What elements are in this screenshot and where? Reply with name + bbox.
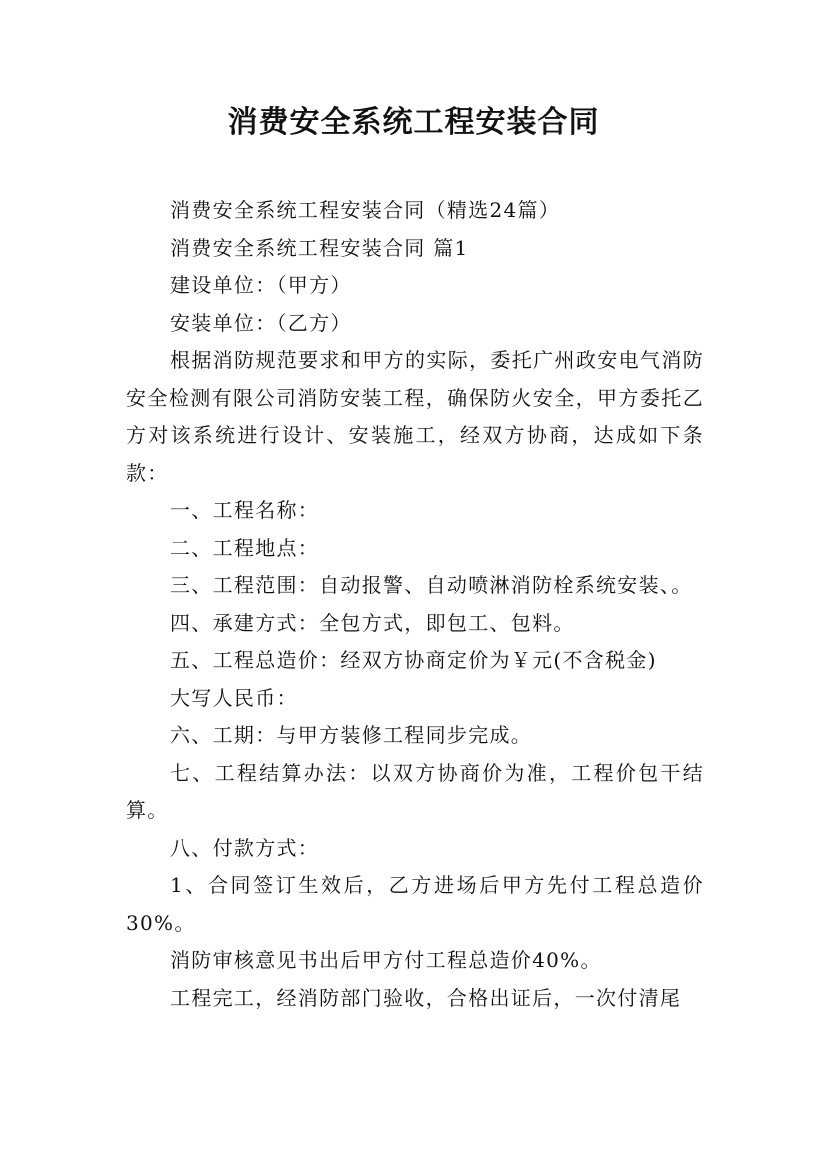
document-title: 消费安全系统工程安装合同 bbox=[227, 105, 600, 140]
paragraph-subtitle: 消费安全系统工程安装合同（精选24篇） bbox=[170, 198, 561, 222]
paragraph-intro: 根据消防规范要求和甲方的实际，委托广州政安电气消防安全检测有限公司消防安装工程，确保防火安全，甲方委托乙方对该系统进行设计、安装施工，经双方协商，达成如下条款： bbox=[126, 348, 704, 485]
paragraph-project-name: 一、工程名称： bbox=[170, 498, 320, 522]
paragraph-heading: 消费安全系统工程安装合同 篇1 bbox=[170, 235, 469, 260]
paragraph-payment-3: 工程完工，经消防部门验收，合格出证后，一次付清尾 bbox=[170, 985, 682, 1010]
paragraph-payment-method: 八、付款方式： bbox=[170, 835, 320, 860]
document-body bbox=[126, 192, 704, 1017]
paragraph-party-b: 安装单位：（乙方） bbox=[170, 310, 352, 335]
paragraph-total-cost: 五、工程总造价：经双方协商定价为￥元(不含税金) bbox=[170, 648, 657, 672]
paragraph-schedule: 六、工期：与甲方装修工程同步完成。 bbox=[170, 723, 533, 747]
paragraph-party-a: 建设单位：（甲方） bbox=[170, 273, 352, 297]
paragraph-settlement: 七、工程结算办法：以双方协商价为准，工程价包干结算。 bbox=[126, 760, 704, 822]
paragraph-payment-2: 消防审核意见书出后甲方付工程总造价40%。 bbox=[170, 948, 602, 972]
paragraph-payment-1: 1、合同签订生效后，乙方进场后甲方先付工程总造价30%。 bbox=[126, 873, 704, 935]
paragraph-project-location: 二、工程地点： bbox=[170, 535, 320, 560]
paragraph-amount-in-words: 大写人民币： bbox=[170, 685, 298, 710]
paragraph-contract-method: 四、承建方式：全包方式，即包工、包料。 bbox=[170, 610, 575, 635]
paragraph-project-scope: 三、工程范围：自动报警、自动喷淋消防栓系统安装、。 bbox=[170, 573, 693, 597]
